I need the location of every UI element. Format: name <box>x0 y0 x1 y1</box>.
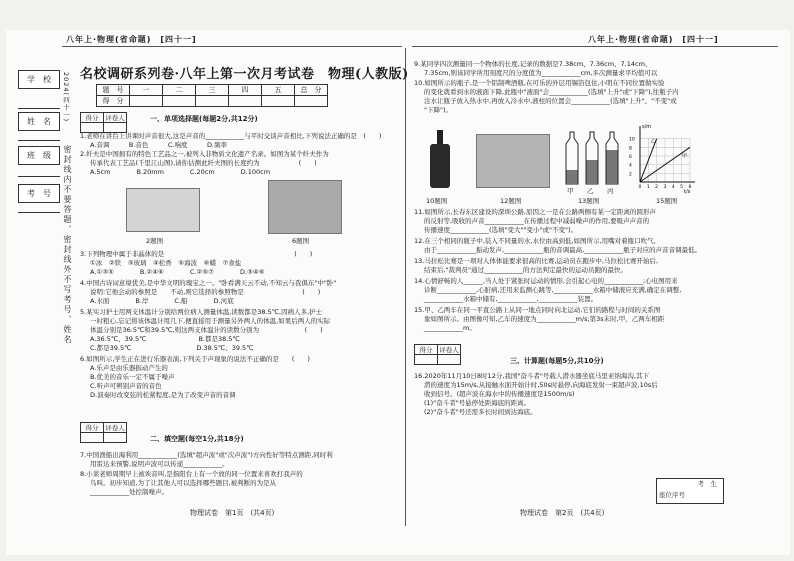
exam-no-label: 考 号 <box>18 184 60 203</box>
score-cell: 题 号 <box>97 85 130 96</box>
section-1-heading: 一、单项选择题(每题2分,共12分) <box>150 115 258 123</box>
name-field[interactable] <box>18 140 60 141</box>
question-line: 体温分别是36.5℃和39.5℃,则这两支体温计的读数分别为 ( ) <box>90 326 323 334</box>
score-entry[interactable] <box>196 96 229 107</box>
question-line: 12.在三个相同的瓶子中,装入不同量的水,水位由高到低,如图所示,用嘴对着瓶口吹气, <box>414 237 656 245</box>
exam-title: 名校调研系列卷·八年上第一次月考试卷 物理(人教版) <box>80 67 409 82</box>
question-line: 鸟叫。初步知道,为了让其他人可以选择哪些题目,被判断的为是从 <box>90 479 277 487</box>
grader-box <box>414 344 461 365</box>
bottle-label-yi: 乙 <box>587 187 594 195</box>
school-field[interactable] <box>18 108 60 109</box>
grader-score-label: 得分 <box>81 423 104 433</box>
score-cell: 五 <box>262 85 295 96</box>
school-label: 学 校 <box>18 70 60 89</box>
x-tick-label: 3 <box>663 185 667 190</box>
right-page-footer: 物理试卷 第2页 (共4页) <box>520 509 605 517</box>
x-tick-label: 1 <box>646 185 650 190</box>
water-jia <box>567 170 578 184</box>
bottle-label-bing: 丙 <box>607 187 614 195</box>
figure-12-photo <box>476 134 550 188</box>
question-line: C.听声可辨别声音的音色 <box>90 382 162 390</box>
figure-2-photo <box>126 188 200 232</box>
seal-warning: 密封线内不要答题、密封线外不写考号、姓名 <box>63 145 72 345</box>
score-cell: 一 <box>130 85 163 96</box>
y-tick-label: 6 <box>629 155 632 160</box>
figure-6-caption: 6题图 <box>292 237 310 245</box>
grader-reviewer-label: 评卷人 <box>105 424 125 432</box>
question-line: ____________处控制噪声。 <box>90 488 168 496</box>
question-line: 传播速度____________(选填"变大""变小"或"不变")。 <box>424 226 578 234</box>
question-line: A.①③⑤ B.②④⑥ C.②⑤⑦ D.③④⑥ <box>90 268 265 276</box>
question-line: 5.某实习护士用两支体温计分别给两位病人测量体温,读数都是38.5℃,因病人多,护士 <box>80 308 323 316</box>
grader-reviewer-label: 评卷人 <box>439 346 459 354</box>
y-tick-label: 8 <box>629 146 632 152</box>
question-line: 结束后,"裁判员"通过____________的方法判定最快的运动员跑的最快。 <box>424 266 628 274</box>
grader-reviewer-entry[interactable] <box>104 123 127 133</box>
right-page-header: 八年上·物理(省命题) [四十一] <box>588 35 719 44</box>
question-line: 注水让瓶子放入热水中,再放入冷水中,液柱的位置会____________(选填"上升"、"不变"或 <box>424 97 677 105</box>
bottle-body <box>430 144 450 188</box>
grader-reviewer-label: 评卷人 <box>105 114 125 122</box>
question-line: 7.中国渔船出海利用____________(选填"超声波"或"次声波")方向性好等特点测距,同时利 <box>80 451 333 459</box>
question-line: ____________水箱中储有,____________,____________装置。 <box>424 295 598 303</box>
question-line: 8.小莱老师周期早上被诶音叫,是指阳台上有一个放的同一位置来喜欢打我声的 <box>80 470 303 478</box>
question-line: 16.2020年11月10日8时12分,我国"奋斗者"号载人潜水器坐底马里亚纳海沟,其下 <box>414 372 649 380</box>
water-yi <box>587 160 598 184</box>
score-cell: 三 <box>196 85 229 96</box>
grader-score-label: 得分 <box>81 113 104 123</box>
water-bing <box>607 150 618 184</box>
question-line: 一时粗心,忘记将该体温计甩几下,便直接用于测量另外两人的体温,如果后两人的实际 <box>90 317 331 325</box>
question-line: 7.35cm,则该同学所用刻度尺的分度值为____________cm,多次测量求平均值可以 <box>424 69 658 77</box>
question-line: 的反射等,吸收的声音____________在传播过程中减弱噪声的作用,要吸声声音的 <box>424 217 650 225</box>
grader-score-entry[interactable] <box>81 123 104 133</box>
question-line: A.5cm B.20mm C.20cm D.100cm <box>90 168 271 176</box>
score-entry[interactable] <box>262 96 295 107</box>
x-tick-label: 6 <box>688 185 692 190</box>
name-label: 姓 名 <box>18 112 60 131</box>
grader-box <box>80 112 127 133</box>
question-line: 11.如图所示,长春东区建设的深圳公路,原因之一是在公路两侧有某一定距离的圆形声 <box>414 208 656 216</box>
class-label: 班 级 <box>18 146 60 165</box>
section-3-heading: 三、计算题(每题5分,共10分) <box>510 357 604 365</box>
x-axis-label: t/s <box>684 189 691 194</box>
question-line: 2.纤夫是中国拥有的特色工艺品之一,被列入非物质文化遗产名录。如图为某个纤夫作为 <box>80 150 329 158</box>
question-line: (2)"奋斗者"号还需多长时间到达海底。 <box>424 408 537 416</box>
x-tick-label: 2 <box>655 185 659 190</box>
question-line: 3.下列物理中属于非晶体的是 ( ) <box>80 250 313 258</box>
score-cell: 得 分 <box>97 96 130 107</box>
figure-6-photo <box>268 180 342 234</box>
figure-15-graph <box>628 122 698 194</box>
question-line: A.乐声是由乐器振动产生的 <box>90 364 168 372</box>
series-label-jia: 甲 <box>682 153 688 160</box>
exam-no-field[interactable] <box>18 212 60 213</box>
question-line: 10.如图所示的瓶子,是一个铝制啤酒瓶,在可乐的外层用锡箔包住,小明在不同位置做实验 <box>414 79 665 87</box>
question-line: B.优美的音乐一定不属于噪声 <box>90 373 175 381</box>
bottle-neck <box>437 130 443 144</box>
question-line: 6.如图所示,学生正在进行乐器表演,下列关于声现象的说法不正确的是 ( ) <box>80 355 310 363</box>
score-cell: 总 分 <box>295 85 328 96</box>
section-2-heading: 二、填空题(每空1分,共18分) <box>150 435 244 443</box>
figure-10-bottle <box>425 128 455 192</box>
question-line: 13.马拉松比赛是一项对人体体能要求很高的比赛,运动员在跑步中,马拉松比赛开始后, <box>414 257 659 265</box>
year-tag: 2024(四十一) <box>62 72 70 123</box>
score-entry[interactable] <box>229 96 262 107</box>
figure-10-caption: 10题图 <box>426 197 448 205</box>
score-entry[interactable] <box>163 96 196 107</box>
score-table <box>96 84 328 107</box>
question-line: D.演奏时改变弦的松紧程度,是为了改变声音的音调 <box>90 391 236 399</box>
question-line: 4.中国古诗词意境优美,是中华文明的瑰宝之一。"卧看满天云不动,不知云与我俱东"中"卧" <box>80 279 337 287</box>
question-line: "下降")。 <box>424 106 453 114</box>
question-line: 9.某同学四次测量同一个物体的长度,记录的数据是7.38cm、7.36cm、7.14cm、 <box>414 60 652 68</box>
series-label-yi: 乙 <box>650 138 656 145</box>
question-line: A.36.5℃、39.5℃ B.都是38.5℃ <box>90 335 240 343</box>
question-line: 传承代表工艺品(千里江山图),请你估测此纤夫图的长度约为 ( ) <box>90 159 317 167</box>
question-line: 15.甲、乙两车在同一平直公路上从同一地点同时向北运动,它们的路程与时间的关系图 <box>414 306 661 314</box>
class-field[interactable] <box>18 176 60 177</box>
question-line: 由于____________振动发声,____________瓶的音调最高,____________瓶子对应的声音音调最低。 <box>424 246 702 254</box>
left-header-rule <box>62 46 402 47</box>
seat-label-line1: 考 生 <box>697 480 717 488</box>
score-entry[interactable] <box>295 96 328 107</box>
question-line: 收到信号。(超声波在海水中的传播速度是1500m/s) <box>424 390 575 398</box>
grader-score-entry[interactable] <box>415 355 438 365</box>
y-axis-label: s/m <box>642 124 652 130</box>
x-tick-label: 0 <box>638 185 642 190</box>
y-tick-label: 4 <box>629 163 632 169</box>
question-line: ____________m。 <box>424 324 476 332</box>
question-line: C.都是39.5℃ D.38.5℃、39.5℃ <box>90 344 254 352</box>
seat-label-line2: 座位序号 <box>659 491 685 499</box>
grader-score-label: 得分 <box>415 345 438 355</box>
question-line: 的变化就看到水的液面下降,此瓶中"液面"会____________(选填"上升"或"下降"),往瓶子内 <box>424 88 679 96</box>
question-line: 潜的速度为15m/s,从接触水面开始计时,50s时悬停,向海底发射一束超声波,10s后 <box>424 381 658 389</box>
question-line: 象如图所示。由图像可知,乙车的速度为____________m/s;第3s末时,甲、乙两车相距 <box>424 315 665 323</box>
page-divider <box>405 48 406 526</box>
grader-score-entry[interactable] <box>81 433 104 443</box>
figure-13-caption: 13题图 <box>578 197 600 205</box>
score-entry[interactable] <box>130 96 163 107</box>
figure-12-caption: 12题图 <box>500 197 522 205</box>
y-tick-label: 10 <box>629 137 635 143</box>
seat-number-box[interactable] <box>656 478 724 504</box>
question-line: A.音调 B.音色 C.响度 D.频率 <box>90 141 228 149</box>
y-tick-label: 2 <box>629 172 632 178</box>
x-tick-label: 5 <box>680 185 684 190</box>
left-page-header: 八年上·物理(省命题) [四十一] <box>66 35 197 44</box>
grader-reviewer-entry[interactable] <box>104 433 127 443</box>
grader-box <box>80 422 127 443</box>
right-header-rule <box>412 46 778 47</box>
question-line: 诊断____________,心脏病,还用来监测心跳等,____________水箱中储液应充满,确定在调整, <box>424 286 682 294</box>
question-line: 用雷达来预警,说明声波可以传递____________。 <box>90 460 229 468</box>
figure-13-bottles <box>562 130 624 186</box>
question-line: 说明:它他会动的参照是 不动,则它选择的参照物是 ( ) <box>90 288 321 296</box>
grader-reviewer-entry[interactable] <box>438 355 461 365</box>
left-page-footer: 物理试卷 第1页 (共4页) <box>190 509 275 517</box>
question-line: 1.老师在讲台上讲课时声音很大,这是声音的____________与平时交谈声音相比,下列说法正确的是 ( ) <box>80 132 382 140</box>
score-cell: 二 <box>163 85 196 96</box>
figure-2-caption: 2题图 <box>146 237 164 245</box>
question-line: 14.心情舒畅的人______,当人处于紧张时运动的情形,会引起心电的____________;心电图用来 <box>414 277 678 285</box>
x-tick-label: 4 <box>671 185 675 190</box>
figure-15-caption: 15题图 <box>656 197 678 205</box>
question-line: (1)"奋斗者"号悬停处距海底的距离。 <box>424 399 531 407</box>
question-line: ①冰 ②铁 ③玻璃 ④松香 ⑤海波 ⑥蜡 ⑦食盐 <box>90 259 242 267</box>
bottle-label-jia: 甲 <box>567 187 574 195</box>
score-cell: 四 <box>229 85 262 96</box>
question-line: A.水面 B.岸 C.船 D.河底 <box>90 297 234 305</box>
